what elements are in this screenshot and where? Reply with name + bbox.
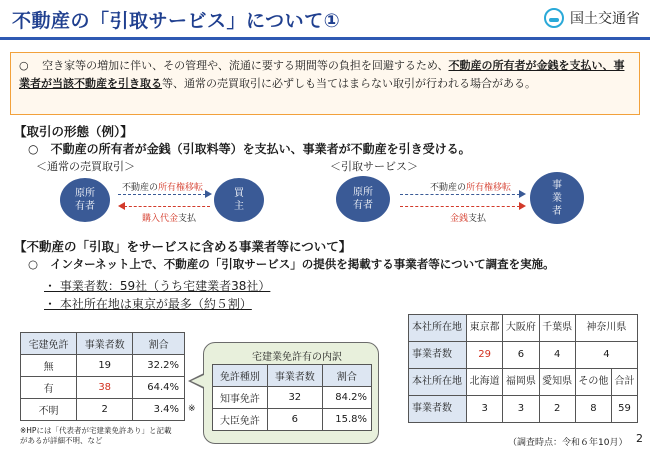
table-cell: 知事免許	[213, 387, 268, 409]
fact-headquarters: ・ 本社所在地は東京が最多（約５割）	[44, 297, 252, 311]
table-cell: 19	[77, 355, 133, 377]
table-cell: 愛知県	[539, 369, 575, 396]
table-row	[409, 342, 638, 369]
table-cell: 4	[575, 342, 637, 369]
survey-date: （調査時点：令和６年10月）	[508, 438, 628, 448]
normal-payment-arrow	[124, 206, 210, 207]
table-cell: 北海道	[467, 369, 503, 396]
arrowhead-right-icon	[519, 202, 526, 210]
service-top-arrow-label: 不動産の所有権移転	[430, 183, 512, 193]
table-header: 宅建免許	[21, 333, 77, 355]
ellipse-service-owner-label: 原所有者	[353, 187, 373, 211]
callout-pointer-inner	[191, 375, 204, 387]
intro-text-1: 空き家等の増加に伴い、その管理や、流通に要する期間等の負担を回避するため、	[42, 59, 449, 72]
table-cell: 32.2%	[133, 355, 185, 377]
ellipse-service-owner	[336, 176, 390, 222]
table-row	[409, 315, 638, 342]
table-row	[213, 387, 372, 409]
logo	[544, 8, 640, 28]
table-cell: 大臣免許	[213, 409, 268, 431]
table-header: 免許種別	[213, 365, 268, 387]
table-row	[21, 333, 185, 355]
section2-bullet: ○	[28, 257, 39, 271]
table-row	[409, 369, 638, 396]
intro-text-2: 等、通常の売買取引に必ずしも当てはまらない取引が行われる場合がある。	[162, 77, 536, 90]
footnote-line: があるが詳細不明、など	[20, 436, 103, 445]
table-cell: 4	[539, 342, 575, 369]
footnote	[20, 426, 171, 446]
normal-transfer-arrow	[118, 194, 206, 195]
table-row	[409, 396, 638, 423]
table-row	[213, 365, 372, 387]
table-cell: 8	[575, 396, 611, 423]
service-trade-label: ＜引取サービス＞	[330, 160, 418, 173]
logo-text: 国土交通省	[570, 11, 640, 27]
table-cell: 神奈川県	[575, 315, 637, 342]
table-cell: 東京都	[467, 315, 503, 342]
table-cell: 福岡県	[503, 369, 539, 396]
breakdown-title: 宅建業免許有の内訳	[252, 352, 342, 363]
table-cell: 大阪府	[503, 315, 539, 342]
service-transfer-arrow	[400, 194, 520, 195]
table-cell: 3	[467, 396, 503, 423]
table-cell: 84.2%	[322, 387, 371, 409]
table-cell-highlight: 29	[467, 342, 503, 369]
title-divider	[0, 37, 650, 40]
service-bottom-arrow-label: 金銭支払	[450, 214, 487, 224]
page-number: 2	[636, 432, 643, 445]
ellipse-operator	[530, 172, 584, 224]
location-table	[408, 314, 638, 423]
table-cell: 千葉県	[539, 315, 575, 342]
intro-emphasis: 不動産の所有者が金銭を支払い、事業者が当該不動産を引き取る	[19, 59, 625, 90]
mlit-logo-icon	[544, 8, 564, 28]
table-cell: 2	[77, 399, 133, 421]
table-row	[21, 377, 185, 399]
table-cell: 59	[612, 396, 638, 423]
fact-operator-count: ・ 事業者数：59社（うち宅建業者38社）	[44, 279, 271, 293]
intro-box	[10, 52, 640, 115]
table-header: 割合	[133, 333, 185, 355]
table-cell: 32	[267, 387, 322, 409]
table-header: 事業者数	[267, 365, 322, 387]
section2-point	[28, 256, 555, 272]
table-cell: 合計	[612, 369, 638, 396]
ellipse-original-owner-label: 原所 有者	[75, 188, 95, 212]
note-mark: ※	[188, 404, 196, 414]
page-title: 不動産の「引取サービス」について①	[12, 10, 341, 32]
service-payment-arrow	[400, 206, 520, 207]
footnote-line: ※HPには「代表者が宅建業免許あり」と記載	[20, 426, 172, 435]
table-row	[21, 399, 185, 421]
ellipse-buyer	[214, 178, 264, 222]
table-cell: 6	[267, 409, 322, 431]
ellipse-operator-label: 事業者	[552, 179, 562, 217]
table-header: 事業者数	[409, 396, 467, 423]
table-header: 事業者数	[409, 342, 467, 369]
section2-point-text: インターネット上で、不動産の「引取サービス」の提供を掲載する事業者等について調査を実施。	[50, 257, 555, 271]
table-cell: 2	[539, 396, 575, 423]
section1-point-text: 不動産の所有者が金銭（引取料等）を支払い、事業者が不動産を引き受ける。	[50, 142, 471, 156]
table-header: 事業者数	[77, 333, 133, 355]
arrowhead-right-icon	[519, 190, 526, 198]
table-cell: 3.4%	[133, 399, 185, 421]
table-header: 割合	[322, 365, 371, 387]
normal-trade-label: ＜通常の売買取引＞	[36, 160, 135, 173]
table-cell: 不明	[21, 399, 77, 421]
section1-bullet: ○	[28, 142, 39, 156]
table-cell: 無	[21, 355, 77, 377]
table-cell: 64.4%	[133, 377, 185, 399]
ellipse-buyer-label: 買主	[234, 188, 244, 212]
table-cell: 有	[21, 377, 77, 399]
table-row	[213, 409, 372, 431]
table-cell: 15.8%	[322, 409, 371, 431]
license-table	[20, 332, 185, 421]
section-heading-operators: 【不動産の「引取」をサービスに含める事業者等について】	[14, 239, 352, 254]
arrowhead-right-icon	[205, 190, 212, 198]
section-heading-forms: 【取引の形態（例）】	[14, 124, 133, 139]
table-cell: 3	[503, 396, 539, 423]
breakdown-table	[212, 364, 372, 431]
table-header: 本社所在地	[409, 369, 467, 396]
intro-bullet: ○	[19, 59, 29, 72]
table-cell: 6	[503, 342, 539, 369]
table-row	[21, 355, 185, 377]
section1-point	[28, 140, 471, 157]
normal-top-arrow-label: 不動産の所有権移転	[122, 183, 204, 193]
table-cell: その他	[575, 369, 611, 396]
ellipse-original-owner	[60, 178, 110, 222]
table-header: 本社所在地	[409, 315, 467, 342]
table-cell-highlight: 38	[77, 377, 133, 399]
normal-bottom-arrow-label: 購入代金支払	[142, 214, 197, 224]
